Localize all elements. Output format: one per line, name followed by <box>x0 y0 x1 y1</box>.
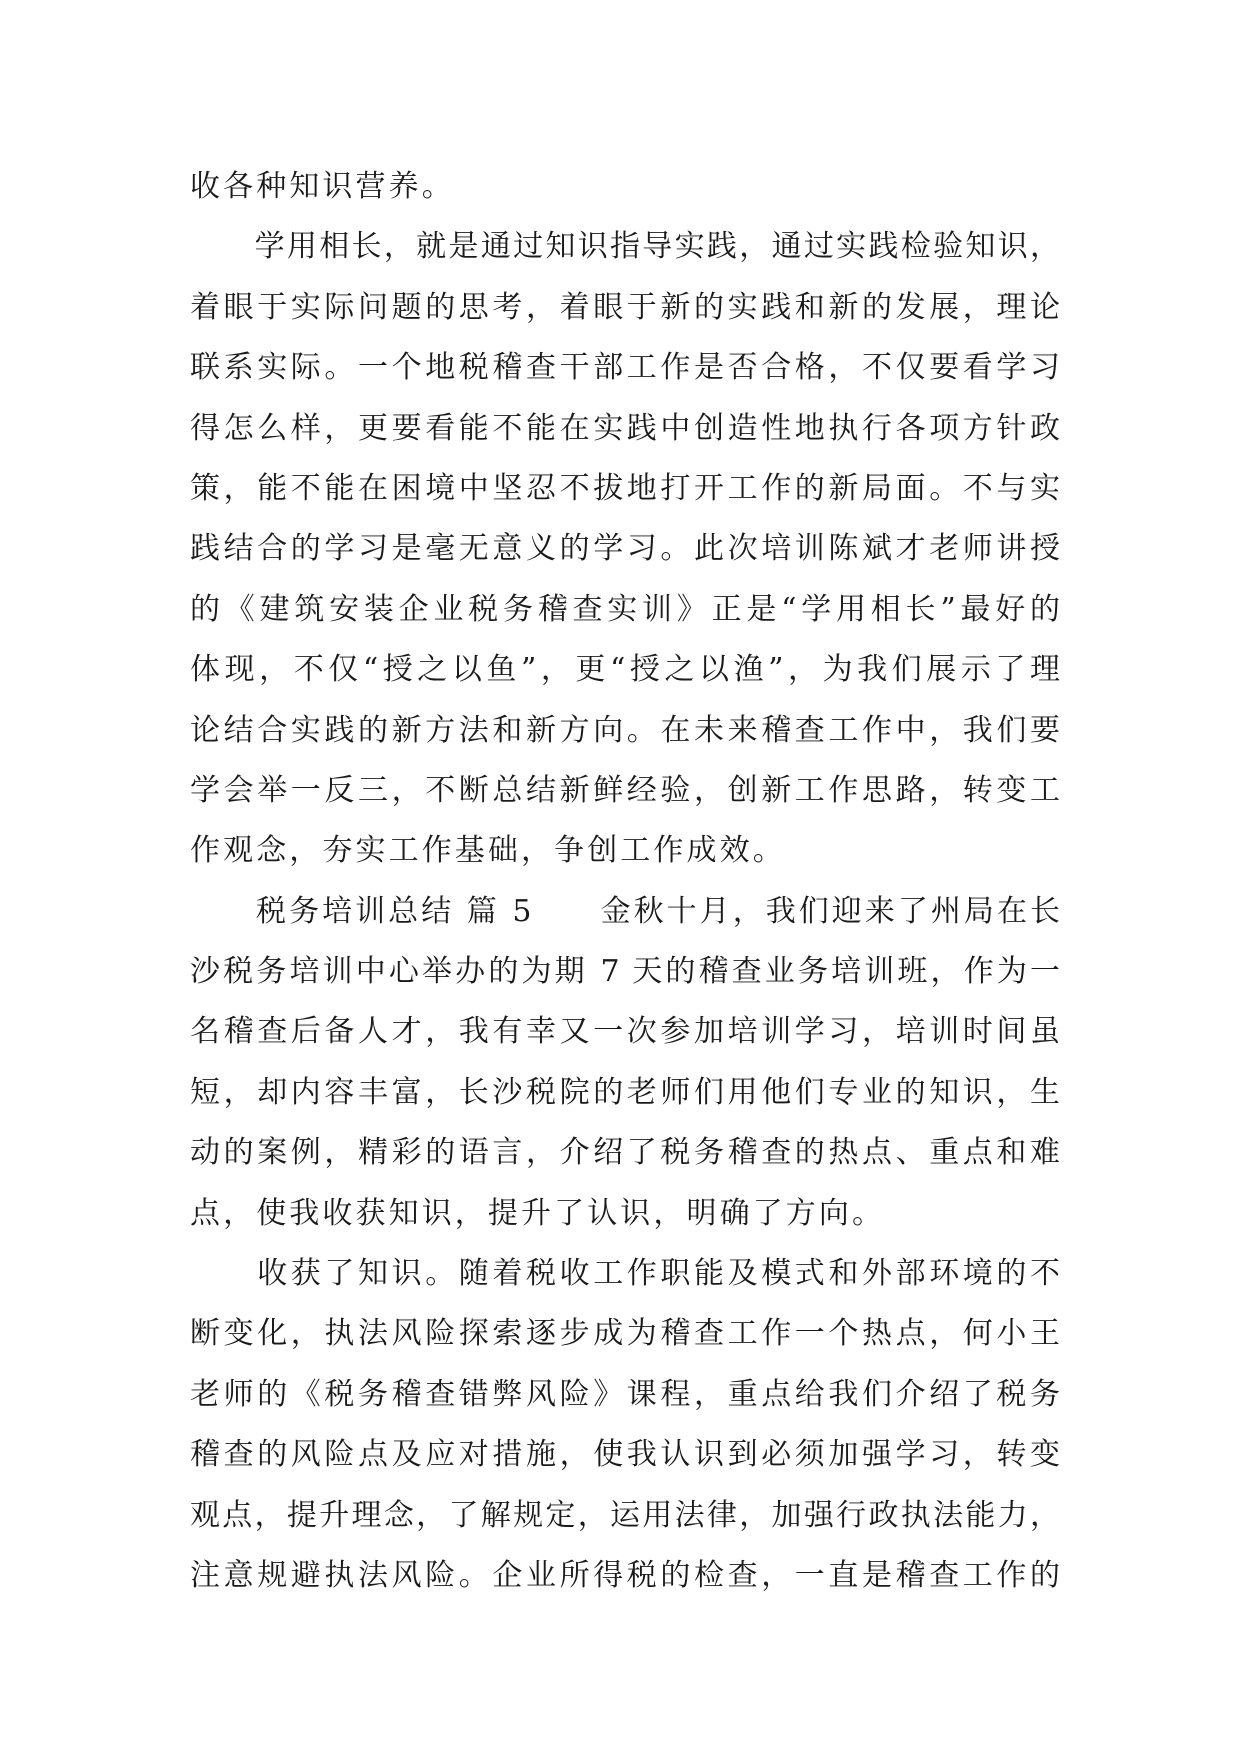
text-line: 体现，不仅“授之以鱼”，更“授之以渔”，为我们展示了理 <box>190 652 1060 688</box>
text-line: 断变化，执法风险探索逐步成为稽查工作一个热点，何小王 <box>190 1316 1060 1352</box>
text-line: 收各种知识营养。 <box>190 169 455 204</box>
text-line: 沙税务培训中心举办的为期 7 天的稽查业务培训班，作为一 <box>190 954 1060 990</box>
text-line: 践结合的学习是毫无意义的学习。此次培训陈斌才老师讲授 <box>190 531 1060 567</box>
text-line: 短，却内容丰富，长沙税院的老师们用他们专业的知识，生 <box>190 1074 1060 1110</box>
text-line: 着眼于实际问题的思考，着眼于新的实践和新的发展，理论 <box>190 289 1060 325</box>
text-line: 动的案例，精彩的语言，介绍了税务稽查的热点、重点和难 <box>190 1135 1060 1171</box>
text-line: 税务培训总结 篇 5 金秋十月，我们迎来了州局在长 <box>190 893 1060 929</box>
text-line: 的《建筑安装企业税务稽查实训》正是“学用相长”最好的 <box>190 591 1060 627</box>
text-line: 点，使我收获知识，提升了认识，明确了方向。 <box>190 1195 886 1231</box>
text-line: 联系实际。一个地税稽查干部工作是否合格，不仅要看学习 <box>190 350 1060 386</box>
text-line: 作观念，夯实工作基础，争创工作成效。 <box>190 833 786 869</box>
text-line: 学用相长，就是通过知识指导实践，通过实践检验知识， <box>190 229 1060 265</box>
text-line: 收获了知识。随着税收工作职能及模式和外部环境的不 <box>190 1256 1060 1292</box>
text-line: 得怎么样，更要看能不能在实践中创造性地执行各项方针政 <box>190 410 1060 446</box>
text-line: 注意规避执法风险。企业所得税的检查，一直是稽查工作的 <box>190 1557 1060 1593</box>
text-line: 学会举一反三，不断总结新鲜经验，创新工作思路，转变工 <box>190 772 1060 808</box>
text-line: 稽查的风险点及应对措施，使我认识到必须加强学习，转变 <box>190 1437 1060 1473</box>
text-line: 观点，提升理念，了解规定，运用法律，加强行政执法能力， <box>190 1497 1060 1533</box>
text-line: 策，能不能在困境中坚忍不拔地打开工作的新局面。不与实 <box>190 470 1060 506</box>
text-line: 名稽查后备人才，我有幸又一次参加培训学习，培训时间虽 <box>190 1014 1060 1050</box>
text-line: 论结合实践的新方法和新方向。在未来稽查工作中，我们要 <box>190 712 1060 748</box>
text-line: 老师的《税务稽查错弊风险》课程，重点给我们介绍了税务 <box>190 1376 1060 1412</box>
body-text <box>190 157 1060 1606</box>
